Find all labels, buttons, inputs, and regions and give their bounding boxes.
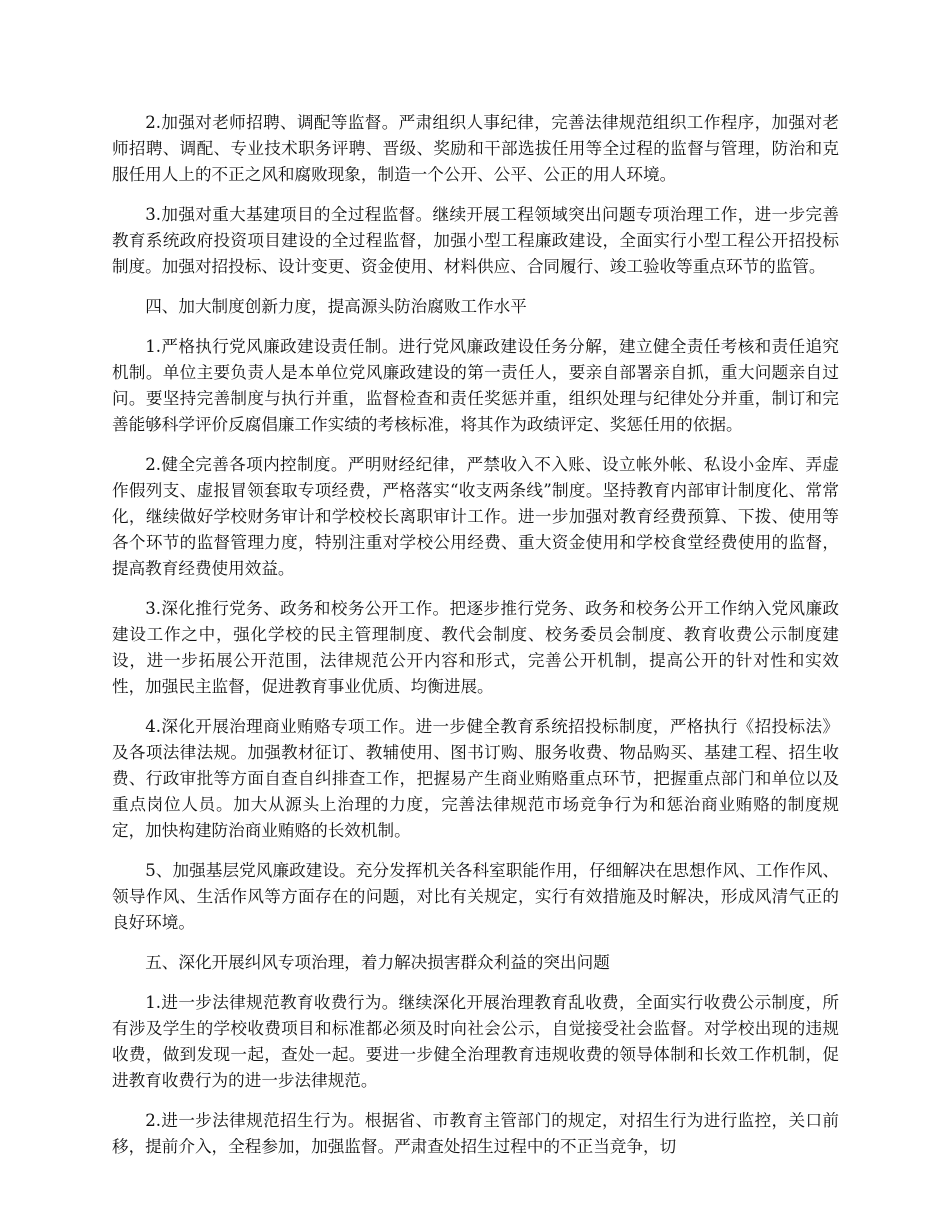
paragraph-enrollment-regulation: 2.进一步法律规范招生行为。根据省、市教育主管部门的规定，对招生行为进行监控，关口前移，提前介入，全程参加，加强监督。严肃查处招生过程中的不正当竞争，切 [112,1111,839,1156]
section-heading-4: 四、加大制度创新力度，提高源头防治腐败工作水平 [145,297,527,316]
paragraph-infrastructure-supervision: 3.加强对重大基建项目的全过程监督。继续开展工程领域突出问题专项治理工作，进一步完善教育系统政府投资项目建设的全过程监督，加强小型工程廉政建设，全面实行小型工程公开招投标制度。加强对招投标、设计变更、资金使用、材料供应、合同履行、竣工验收等重点环节的监管。 [112,205,839,276]
paragraph-affairs-disclosure: 3.深化推行党务、政务和校务公开工作。把逐步推行党务、政务和校务公开工作纳入党风廉政建设工作之中，强化学校的民主管理制度、教代会制度、校务委员会制度、教育收费公示制度建设，进一步拓展公开范围，法律规范公开内容和形式，完善公开机制，提高公开的针对性和实效性，加强民主监督，促进教育事业优质、均衡进展。 [112,599,839,696]
paragraph-grassroots-integrity: 5、加强基层党风廉政建设。充分发挥机关各科室职能作用，仔细解决在思想作风、工作作风、领导作风、生活作风等方面存在的问题，对比有关规定，实行有效措施及时解决，形成风清气正的良好环境。 [112,861,839,932]
section-heading-5: 五、深化开展纠风专项治理，着力解决损害群众利益的突出问题 [145,953,610,972]
paragraph-responsibility-system: 1.严格执行党风廉政建设责任制。进行党风廉政建设任务分解，建立健全责任考核和责任追究机制。单位主要负责人是本单位党风廉政建设的第一责任人，要亲自部署亲自抓，重大问题亲自过问。要坚持完善制度与执行并重，监督检查和责任奖惩并重，组织处理与纪律处分并重，制订和完善能够科学评价反腐倡廉工作实绩的考核标准，将其作为政绩评定、奖惩任用的依据。 [112,337,839,434]
paragraph-commercial-bribery: 4.深化开展治理商业贿赂专项工作。进一步健全教育系统招投标制度，严格执行《招投标法》及各项法律法规。加强教材征订、教辅使用、图书订购、服务收费、物品购买、基建工程、招生收费、行政审批等方面自查自纠排查工作，把握易产生商业贿赂重点环节，把握重点部门和单位以及重点岗位人员。加大从源头上治理的力度，完善法律规范市场竞争行为和惩治商业贿赂的制度规定，加快构建防治商业贿赂的长效机制。 [112,717,839,840]
paragraph-fee-regulation: 1.进一步法律规范教育收费行为。继续深化开展治理教育乱收费，全面实行收费公示制度，所有涉及学生的学校收费项目和标准都必须及时向社会公示，自觉接受社会监督。对学校出现的违规收费，做到发现一起，查处一起。要进一步健全治理教育违规收费的领导体制和长效工作机制，促进教育收费行为的进一步法律规范。 [112,993,839,1090]
paragraph-internal-control: 2.健全完善各项内控制度。严明财经纪律，严禁收入不入账、设立帐外帐、私设小金库、弄虚作假列支、虚报冒领套取专项经费，严格落实“收支两条线”制度。坚持教育内部审计制度化、常常化，继续做好学校财务审计和学校校长离职审计工作。进一步加强对教育经费预算、下拨、使用等各个环节的监督管理力度，特别注重对学校公用经费、重大资金使用和学校食堂经费使用的监督，提高教育经费使用效益。 [112,455,839,578]
document-page [112,110,839,1174]
paragraph-teacher-recruitment: 2.加强对老师招聘、调配等监督。严肃组织人事纪律，完善法律规范组织工作程序，加强对老师招聘、调配、专业技术职务评聘、晋级、奖励和干部选拔任用等全过程的监督与管理，防治和克服任用人上的不正之风和腐败现象，制造一个公开、公平、公正的用人环境。 [112,113,839,184]
